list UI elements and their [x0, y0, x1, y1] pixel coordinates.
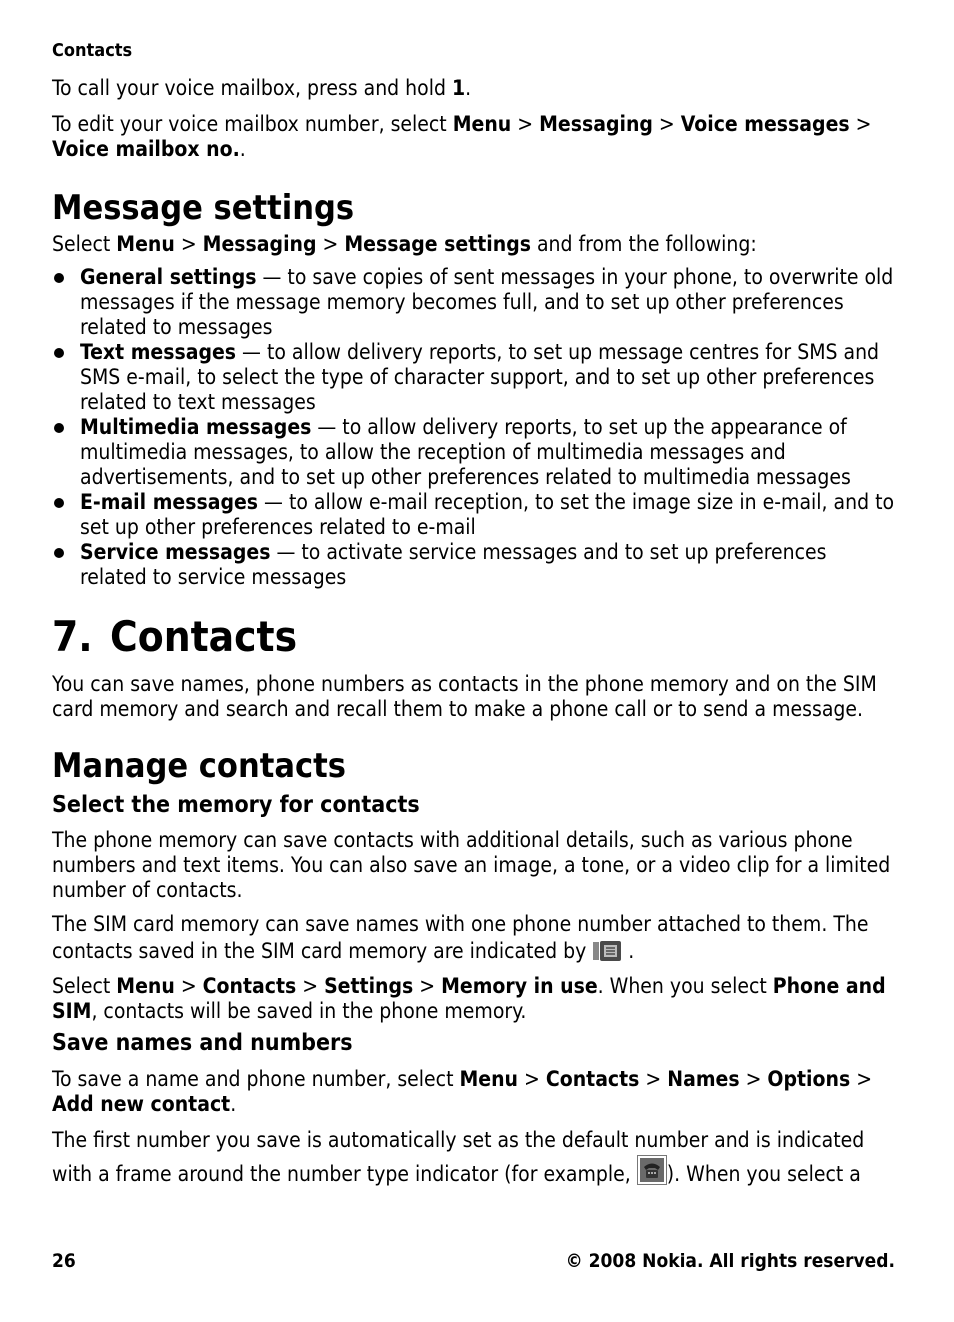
intro-suffix: and from the following:: [530, 232, 757, 256]
menu-path-item: Add new contact: [52, 1092, 231, 1116]
p3-prefix: Select: [52, 974, 117, 998]
p2-after: ). When you select a: [666, 1162, 861, 1186]
p1-suffix: .: [230, 1092, 237, 1116]
voice-mailbox-call-paragraph: [52, 76, 471, 101]
path-separator: >: [739, 1067, 768, 1091]
message-settings-heading: Message settings: [52, 188, 355, 228]
bullet-icon: [54, 548, 64, 558]
list-item-term: E-mail messages: [80, 490, 259, 514]
path-separator: >: [850, 1067, 873, 1091]
menu-path-item: Message settings: [344, 232, 531, 256]
p3-suffix: , contacts will be saved in the phone memory.: [91, 999, 527, 1023]
default-number-paragraph: [52, 1125, 895, 1193]
menu-path-item: Options: [767, 1067, 851, 1091]
list-item-desc: — to activate service messages and to set up preferences related to service messages: [80, 540, 827, 589]
menu-path-item: Messaging: [202, 232, 317, 256]
option-name: Phone and SIM: [52, 974, 886, 1023]
menu-path-item: Memory in use: [441, 974, 598, 998]
path-separator: >: [174, 232, 203, 256]
path-separator: >: [639, 1067, 668, 1091]
select-memory-heading: Select the memory for contacts: [52, 792, 420, 818]
menu-path-item: Menu: [452, 112, 512, 136]
page-number: 26: [52, 1250, 76, 1272]
list-item-term: General settings: [80, 265, 257, 289]
list-item-term: Text messages: [80, 340, 237, 364]
menu-path-item: Contacts: [545, 1067, 640, 1091]
menu-path-item: Menu: [459, 1067, 519, 1091]
list-item-desc: — to save copies of sent messages in your phone, to overwrite old messages if the message memory becomes full, and to set up other preferences related to messages: [80, 265, 894, 339]
menu-path-item: Contacts: [202, 974, 297, 998]
chapter-heading: [52, 612, 297, 662]
copyright: © 2008 Nokia. All rights reserved.: [565, 1250, 895, 1272]
bullet-icon: [54, 423, 64, 433]
menu-path-item: Voice messages: [680, 112, 850, 136]
path-separator: >: [652, 112, 681, 136]
bullet-icon: [54, 348, 64, 358]
menu-path-item: Voice mailbox no.: [52, 137, 240, 161]
p2-before: The first number you save is automatically set as the default number and is indicated with a frame around the number type indicator (for example,: [52, 1128, 865, 1186]
path-separator: >: [511, 112, 540, 136]
chapter-title: Contacts: [110, 612, 298, 661]
save-names-heading: Save names and numbers: [52, 1030, 353, 1056]
voice-mailbox-edit-paragraph: [52, 112, 895, 162]
path-separator: >: [518, 1067, 546, 1091]
bullet-icon: [54, 273, 64, 283]
menu-path-item: Menu: [116, 232, 175, 256]
sim-memory-paragraph: [52, 911, 895, 969]
bullet-icon: [54, 498, 64, 508]
edit-end: .: [239, 137, 246, 161]
sim-card-icon: [592, 940, 622, 969]
list-item-desc: — to allow delivery reports, to set up message centres for SMS and SMS e-mail, to select the type of character support, and to set up other preferences related to text messages: [80, 340, 880, 414]
path-separator: >: [849, 112, 872, 136]
chapter-number: 7.: [52, 612, 93, 661]
list-item: [52, 265, 895, 340]
running-header: Contacts: [52, 40, 133, 61]
path-separator: >: [296, 974, 325, 998]
add-contact-paragraph: [52, 1067, 895, 1117]
path-separator: >: [174, 974, 203, 998]
menu-path-item: Settings: [324, 974, 414, 998]
call-text: To call your voice mailbox, press and hold: [52, 76, 452, 100]
list-item: [52, 540, 895, 590]
memory-in-use-paragraph: [52, 974, 895, 1024]
message-settings-list: [52, 265, 895, 590]
list-item: [52, 490, 895, 540]
menu-path-item: Messaging: [539, 112, 653, 136]
edit-text: To edit your voice mailbox number, select: [52, 112, 453, 136]
list-item-term: Multimedia messages: [80, 415, 312, 439]
manage-contacts-heading: Manage contacts: [52, 746, 346, 786]
menu-path-item: Menu: [116, 974, 175, 998]
path-separator: >: [316, 232, 345, 256]
call-key: 1: [451, 76, 466, 100]
message-settings-intro: [52, 232, 757, 257]
path-separator: >: [413, 974, 442, 998]
list-item: [52, 340, 895, 415]
sim-text-end: .: [622, 939, 635, 963]
list-item-term: Service messages: [80, 540, 271, 564]
call-end: .: [465, 76, 472, 100]
sim-text: The SIM card memory can save names with one phone number attached to them. The contacts saved in the SIM card memory are indicated by: [52, 912, 869, 963]
p1-prefix: To save a name and phone number, select: [52, 1067, 460, 1091]
list-item: [52, 415, 895, 490]
select-memory-paragraph: The phone memory can save contacts with additional details, such as various phone numbers and text items. You can also save an image, a tone, or a video clip for a limited number of contacts.: [52, 828, 891, 902]
p3-mid: . When you select: [597, 974, 773, 998]
chapter-intro: You can save names, phone numbers as contacts in the phone memory and on the SIM card memory and search and recall them to make a phone call or to send a message.: [52, 672, 877, 721]
list-item-desc: — to allow delivery reports, to set up the appearance of multimedia messages, to allow the reception of multimedia messages and advertisements, and to set up other preferences related to multimedia messages: [80, 415, 851, 489]
menu-path-item: Names: [667, 1067, 740, 1091]
list-item-desc: — to allow e-mail reception, to set the image size in e-mail, and to set up other preferences related to e-mail: [80, 490, 895, 539]
phone-number-type-icon: [637, 1155, 667, 1193]
intro-prefix: Select: [52, 232, 117, 256]
